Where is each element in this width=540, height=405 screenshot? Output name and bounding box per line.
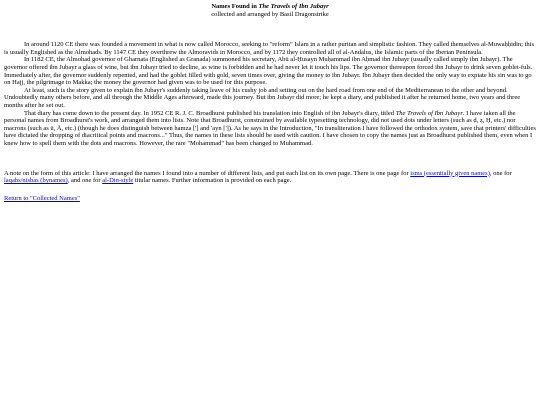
title-prefix: Names Found in <box>211 3 259 10</box>
title-work: The Travels of Ibn Jubayr <box>258 3 329 10</box>
p4-before: That diary has come down to the present day. In 1952 CE R. J. C. Broadhurst published his translation into English of ibn Jubayr's diary, titled <box>24 109 396 117</box>
isms-link[interactable]: isms (essentially given names) <box>410 169 490 177</box>
return-to-collected-names-link[interactable]: Return to "Collected Names" <box>4 194 80 202</box>
note-text-after: titular names. Further information is provided on each page. <box>133 177 292 185</box>
note-text-mid1: , one for <box>489 169 512 177</box>
paragraph-almohads: In around 1120 CE there was founded a movement in what is now called Morocco, seeking to "reform" Islam in a rather puritan and simplistic fashion. They called themselves al-Muwaḥḥidīn; this is usually Englished as the Almohads. By 1147 CE they overthrew the Almoravids in Morocco, and by 1172 they controlled all of al-Andalus, the Islamic parts of the Iberian Peninsula. <box>4 41 535 56</box>
laqabs-nisbas-link[interactable]: laqabs/nisbas (bynames) <box>4 177 68 185</box>
page-title <box>4 3 536 11</box>
page-subtitle: collected and arranged by Basil Dragonstrike <box>211 10 329 18</box>
note-text-mid2: , and one for <box>67 177 103 185</box>
p4-after: . I have taken all the personal names from Broadhurst's work, and arranged them into lists. Note that Broadhurst, constrained by available typesetting technology, did not used dots under letters (such as ḍ, ẓ, Ḥ, etc.) nor macrons (such as ū, Ā, etc.) (though he does distinguish between hamza ['] and 'ayn [']). As he says in the Introduction, "In transliteration I have followed the orthodox system, save that printers' difficulties have dictated the dropping of diacritical points and macrons..." Thus, the names in these lists should be used with caution. I have chosen to copy the names just as Broadhurst published them, even when I knew how to spell them with the dots and macrons. However, the rare "Mohammad" has been changed to Muhammad. <box>4 109 536 147</box>
note-paragraph <box>4 170 536 185</box>
paragraph-journey: At least, such is the story given to explain ibn Jubayr's suddenly taking leave of his cushy job and setting out on the hard road from one end of the Mediterranean to the other and beyond. Undoubtedly many others before, and all through the Middle Ages afterward, made this journey. But ibn Jubayr did more; he kept a diary, and published it after he returned home, two years and three months after he set out. <box>4 86 521 109</box>
paragraph-broadhurst <box>4 110 536 148</box>
p4-work-title: The Travels of Ibn Jubayr <box>395 109 463 117</box>
paragraph-ibn-jubayr: In 1182 CE, the Almohad governor of Gharnata (Englished as Granada) summoned his secretary, Abū al-Ḥusayn Muḥammad ibn Aḥmad ibn Jubayr (usually called simply ibn Jubayr). The governor offered ibn Jubayr a glass of wine, but ibn Jubayr tried to decline, as wine is forbidden and he had never let it touch his lips. The governor thereupon forced ibn Jubayr to drink seven goblet-fuls. Immediately after, the governor suddenly repented, and had the goblet filled with gold, seven times over, giving the money to ibn Jubayr. Ibn Jubayr then decided the only way to expiate his sin was to go on Hajj, the pilgrimage to Makka; the money the governor had given was to be used for this purpose. <box>4 56 533 87</box>
page <box>0 0 540 202</box>
return-paragraph <box>4 195 536 203</box>
page-header <box>4 3 536 18</box>
note-text-before: A note on the form of this article: I have arranged the names I found into a number of different lists, and put each list on its own page. There is one page for <box>4 169 411 177</box>
al-din-style-link[interactable]: al-Din-style <box>102 177 134 185</box>
